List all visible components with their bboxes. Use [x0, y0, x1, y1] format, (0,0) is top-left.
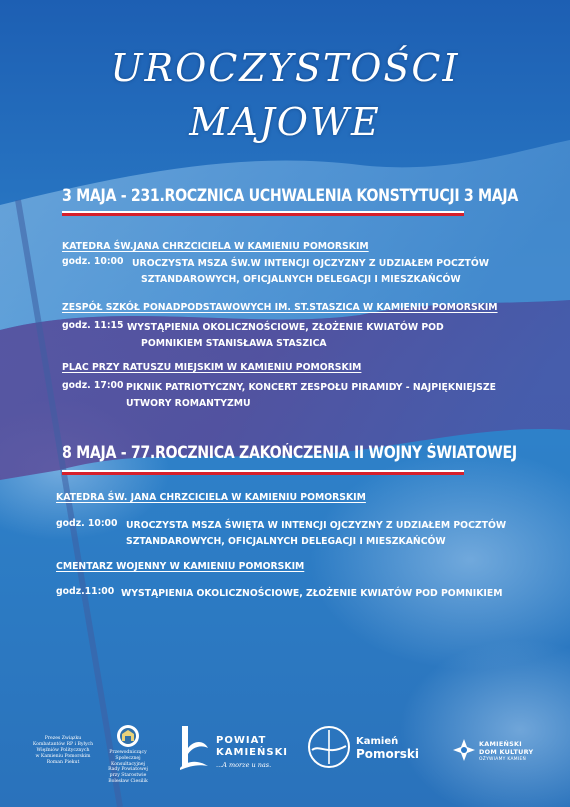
emblem-icon [100, 722, 156, 752]
venue-name: KATEDRA ŚW. JANA CHRZCICIELA W KAMIENIU POMORSKIM [56, 492, 366, 503]
dom-kultury-line1: KAMIEŃSKI [479, 740, 522, 748]
dom-kultury-slogan: OŻYWIAMY KAMIEŃ [479, 757, 527, 762]
kamien-name-line1: Kamień [356, 736, 399, 747]
logo-dom-kultury [452, 736, 552, 768]
venue-name: PLAC PRZY RATUSZU MIEJSKIM W KAMIENIU POMORSKIM [62, 362, 362, 373]
event-time: godz. 10:00 [56, 518, 118, 529]
powiat-name-line1: POWIAT [216, 735, 267, 746]
kamien-circle-icon [306, 724, 352, 770]
event-time: godz.11:00 [56, 586, 115, 597]
event-description: UROCZYSTA MSZA ŚWIĘTA W INTENCJI OJCZYZNY Z UDZIAŁEM POCZTÓW SZTANDAROWYCH, OFICJALNYCH DELEGACJI I MIESZKAŃCÓW [126, 520, 507, 547]
logo-rada-powiatowa: Przewodniczący Społecznej Konsultacyjnej Rady Powiatowej przy Starostwie Bolesław Ciesilik [100, 722, 156, 756]
powiat-slogan: ...A morze u nas. [216, 761, 272, 769]
event-time: godz. 17:00 [62, 380, 124, 391]
flag-divider [62, 470, 464, 475]
event-time: godz. 10:00 [62, 256, 124, 267]
star-icon [452, 738, 476, 762]
logo-powiat-kamienski [176, 722, 294, 772]
poster-title-line2: MAJOWE [189, 100, 381, 144]
powiat-wave-icon [176, 722, 212, 772]
section-heading-8-maja: 8 MAJA - 77.ROCZNICA ZAKOŃCZENIA II WOJNY ŚWIATOWEJ [62, 443, 517, 462]
section-heading-3-maja: 3 MAJA - 231.ROCZNICA UCHWALENIA KONSTYTUCJI 3 MAJA [62, 186, 518, 205]
poster: UROCZYSTOŚCI MAJOWE 3 MAJA - 231.ROCZNICA UCHWALENIA KONSTYTUCJI 3 MAJA KATEDRA ŚW.JANA CHRZCICIELA W KAMIENIU POMORSKIM godz. 10:00 UROCZYSTA MSZA ŚW.W INTENCJI OJCZYZNY Z UDZIAŁEM POCZTÓW SZTANDAROWYCH, OFICJALNYCH DELEGACJI I MIESZKAŃCÓW ZESPÓŁ SZKÓŁ PONADPODSTAWOWYCH IM. ST.STASZICA W KAMIENIU POMORSKIM godz. 11:15 WYSTĄPIENIA OKOLICZNOŚCIOWE, ZŁOŻENIE KWIATÓW POD POMNIKIEM STANISŁAWA STASZICA PLAC PRZY RATUSZU MIEJSKIM W KAMIENIU POMORSKIM godz. 17:00 PIKNIK PATRIOTYCZNY, KONCERT ZESPOŁU PIRAMIDY - NAJPIĘKNIEJSZE UTWORY ROMANTYZMU 8 MAJA - 77.ROCZNICA ZAKOŃCZENIA II WOJNY ŚWIATOWEJ KATEDRA ŚW. JANA CHRZCICIELA W KAMIENIU POMORSKIM godz. 10:00 UROCZYSTA MSZA ŚWIĘTA W INTENCJI OJCZYZNY Z UDZIAŁEM POCZTÓW SZTANDAROWYCH, OFICJALNYCH DELEGACJI I MIESZKAŃCÓW CMENTARZ WOJENNY W KAMIENIU POMORSKIM godz.11:00 WYSTĄPIENIA OKOLICZNOŚCIOWE, ZŁOŻENIE KWIATÓW POD POMNIKIEM Prezes Związku Kombatantów RP i Byłych Więźniów Politycznych w Kamieniu Pomorskim Roman Piekut Przewodniczący Społecznej Konsultacyjnej Rady Powiatowej przy Starostwie Bolesław Ciesilik POWIAT KAMIEŃSKI ...A morze u nas. Kamień Pomorski KAMIEŃSKI DOM KULTURY OŻYWIAMY KAMIEŃ [0, 0, 570, 807]
event-time: godz. 11:15 [62, 320, 124, 331]
event-description: PIKNIK PATRIOTYCZNY, KONCERT ZESPOŁU PIRAMIDY - NAJPIĘKNIEJSZE UTWORY ROMANTYZMU [126, 382, 496, 409]
event-description: WYSTĄPIENIA OKOLICZNOŚCIOWE, ZŁOŻENIE KWIATÓW POD POMNIKIEM STANISŁAWA STASZICA [127, 322, 444, 349]
kamien-name-line2: Pomorski [356, 747, 419, 761]
poster-title-line1: UROCZYSTOŚCI [110, 46, 460, 90]
venue-name: CMENTARZ WOJENNY W KAMIENIU POMORSKIM [56, 561, 305, 572]
venue-name: KATEDRA ŚW.JANA CHRZCICIELA W KAMIENIU POMORSKIM [62, 241, 369, 252]
powiat-name-line2: KAMIEŃSKI [216, 747, 289, 758]
event-description: WYSTĄPIENIA OKOLICZNOŚCIOWE, ZŁOŻENIE KWIATÓW POD POMNIKIEM [121, 588, 503, 599]
dom-kultury-line2: DOM KULTURY [479, 748, 534, 756]
venue-name: ZESPÓŁ SZKÓŁ PONADPODSTAWOWYCH IM. ST.STASZICA W KAMIENIU POMORSKIM [62, 302, 498, 313]
flag-divider [62, 211, 464, 216]
logo-kamien-pomorski [306, 724, 426, 770]
event-description: UROCZYSTA MSZA ŚW.W INTENCJI OJCZYZNY Z UDZIAŁEM POCZTÓW SZTANDAROWYCH, OFICJALNYCH DELEGACJI I MIESZKAŃCÓW [132, 258, 490, 285]
